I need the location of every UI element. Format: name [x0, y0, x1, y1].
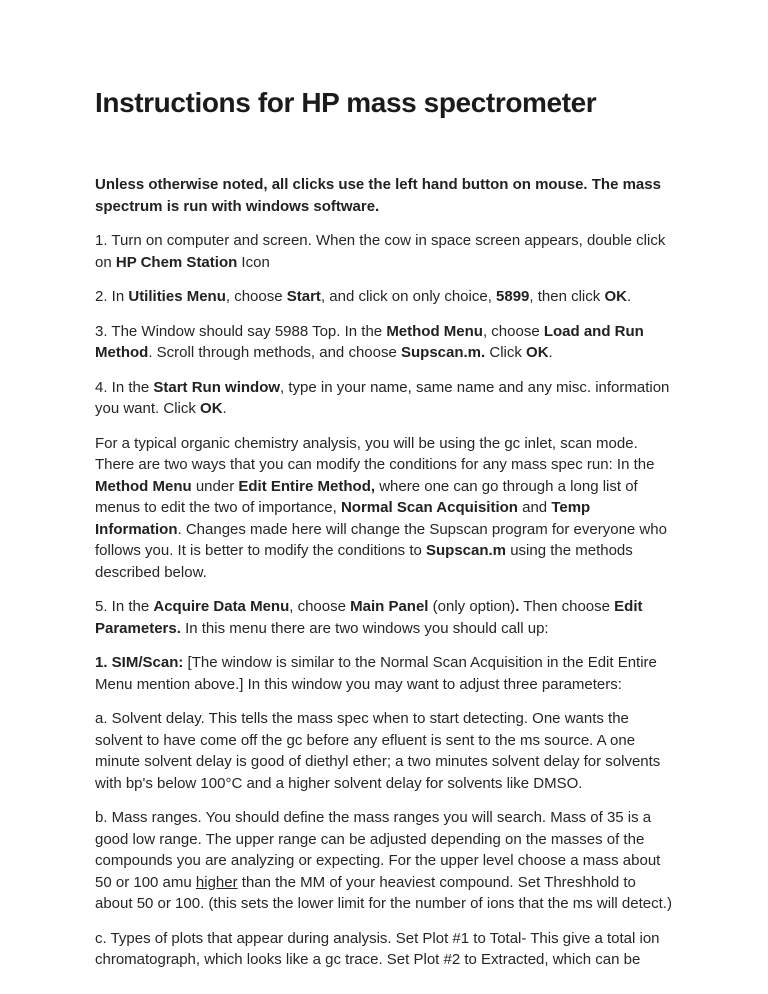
text-run: HP Chem Station: [115, 253, 238, 271]
item-c-plot-types: [95, 928, 672, 971]
text-run: Supscan.m: [426, 542, 507, 559]
text-run: c. Types of plots that appear during analysis. Set Plot #1 to Total- This give a total ion chromatograph, which looks like a gc trace. Set Plot #2 to Extracted, which can be: [95, 929, 660, 968]
text-run: . Changes made here will change the Supscan program for everyone who follows you. It is better to modify the conditions to: [95, 520, 667, 559]
text-run: In this menu there are two windows you should call up:: [180, 619, 549, 637]
text-run: .: [222, 400, 227, 417]
text-run: higher: [195, 873, 238, 891]
text-run: 4. In the: [95, 378, 154, 396]
sim-scan-paragraph: [95, 652, 672, 695]
text-run: 1. SIM/Scan:: [95, 654, 184, 671]
text-run: Acquire Data Menu: [153, 598, 290, 615]
text-run: and: [517, 499, 552, 516]
text-run: . Scroll through methods, and choose: [148, 344, 401, 361]
intro-paragraph: [95, 174, 672, 217]
text-run: Method Menu: [95, 477, 192, 495]
text-run: Load and Run Method: [95, 322, 644, 361]
text-run: 5. In the: [95, 598, 154, 615]
text-run: a. Solvent delay. This tells the mass spec when to start detecting. One wants the solvent to have come off the gc before any efluent is sent to the ms source. A one minute solvent delay is good of diethyl ether; a two minutes solvent delay for solvents with bp's below 100°C and a higher solvent delay for solvents like DMSO.: [95, 710, 661, 792]
text-run: Normal Scan Acquisition: [340, 499, 518, 516]
step-4: [95, 377, 672, 420]
text-run: OK: [200, 400, 223, 417]
text-run: Temp Information: [95, 499, 591, 538]
text-run: For a typical organic chemistry analysis, you will be using the gc inlet, scan mode. There are two ways that you can modify the conditions for any mass spec run: In the: [95, 434, 655, 473]
text-run: , choose: [289, 598, 351, 615]
text-run: 5899: [496, 288, 530, 305]
step-2: [95, 286, 672, 308]
text-run: (only option): [428, 598, 516, 615]
text-run: Icon: [237, 253, 270, 271]
text-run: where one can go through a long list of menus to edit the two of importance,: [95, 477, 638, 516]
text-run: .: [626, 288, 632, 305]
step-5: [95, 596, 672, 639]
text-run: Method Menu: [386, 322, 483, 340]
item-a-solvent-delay: [95, 708, 672, 794]
text-run: Then choose: [519, 598, 615, 615]
text-run: than the MM of your heaviest compound. Set Threshhold to about 50 or 100. (this sets the lower limit for the number of ions that the ms will detect.): [95, 873, 672, 912]
text-run: Start Run window: [153, 378, 281, 396]
step-3: [95, 321, 672, 364]
text-run: Edit Parameters.: [95, 598, 643, 637]
text-run: [The window is similar to the Normal Scan Acquisition in the Edit Entire Menu mention above.] In this window you may want to adjust three parameters:: [95, 654, 657, 693]
text-run: Edit Entire Method,: [238, 477, 376, 495]
text-run: under: [191, 477, 239, 495]
text-run: using the methods described below.: [95, 542, 633, 581]
text-run: Main Panel: [350, 598, 429, 615]
text-run: , then click: [529, 288, 605, 305]
text-run: .: [515, 598, 520, 615]
body-paragraph-overview: [95, 433, 672, 584]
page-title: Instructions for HP mass spectrometer: [95, 87, 597, 118]
text-run: OK: [526, 344, 549, 361]
text-run: , choose: [225, 288, 287, 305]
text-run: Supscan.m.: [400, 344, 486, 361]
text-run: Unless otherwise noted, all clicks use the left hand button on mouse. The mass spectrum is run with windows software.: [95, 176, 661, 215]
text-run: Utilities Menu: [128, 288, 226, 305]
text-run: 1. Turn on computer and screen. When the cow in space screen appears, double click on: [95, 232, 666, 271]
step-1: [95, 230, 672, 273]
text-run: , type in your name, same name and any misc. information you want. Click: [95, 378, 670, 417]
text-run: b. Mass ranges. You should define the mass ranges you will search. Mass of 35 is a good low range. The upper range can be adjusted depending on the masses of the compounds you are analyzing or expecting. For the upper level choose a mass about 50 or 100 amu: [95, 809, 661, 891]
text-run: OK: [604, 288, 627, 305]
text-run: Start: [286, 288, 321, 305]
text-run: 2. In: [95, 288, 129, 305]
text-run: .: [548, 344, 553, 361]
item-b-mass-ranges: [95, 807, 672, 915]
text-run: , choose: [482, 322, 544, 340]
text-run: Click: [485, 344, 527, 361]
text-run: , and click on only choice,: [320, 288, 497, 305]
text-run: 3. The Window should say 5988 Top. In the: [95, 322, 387, 340]
